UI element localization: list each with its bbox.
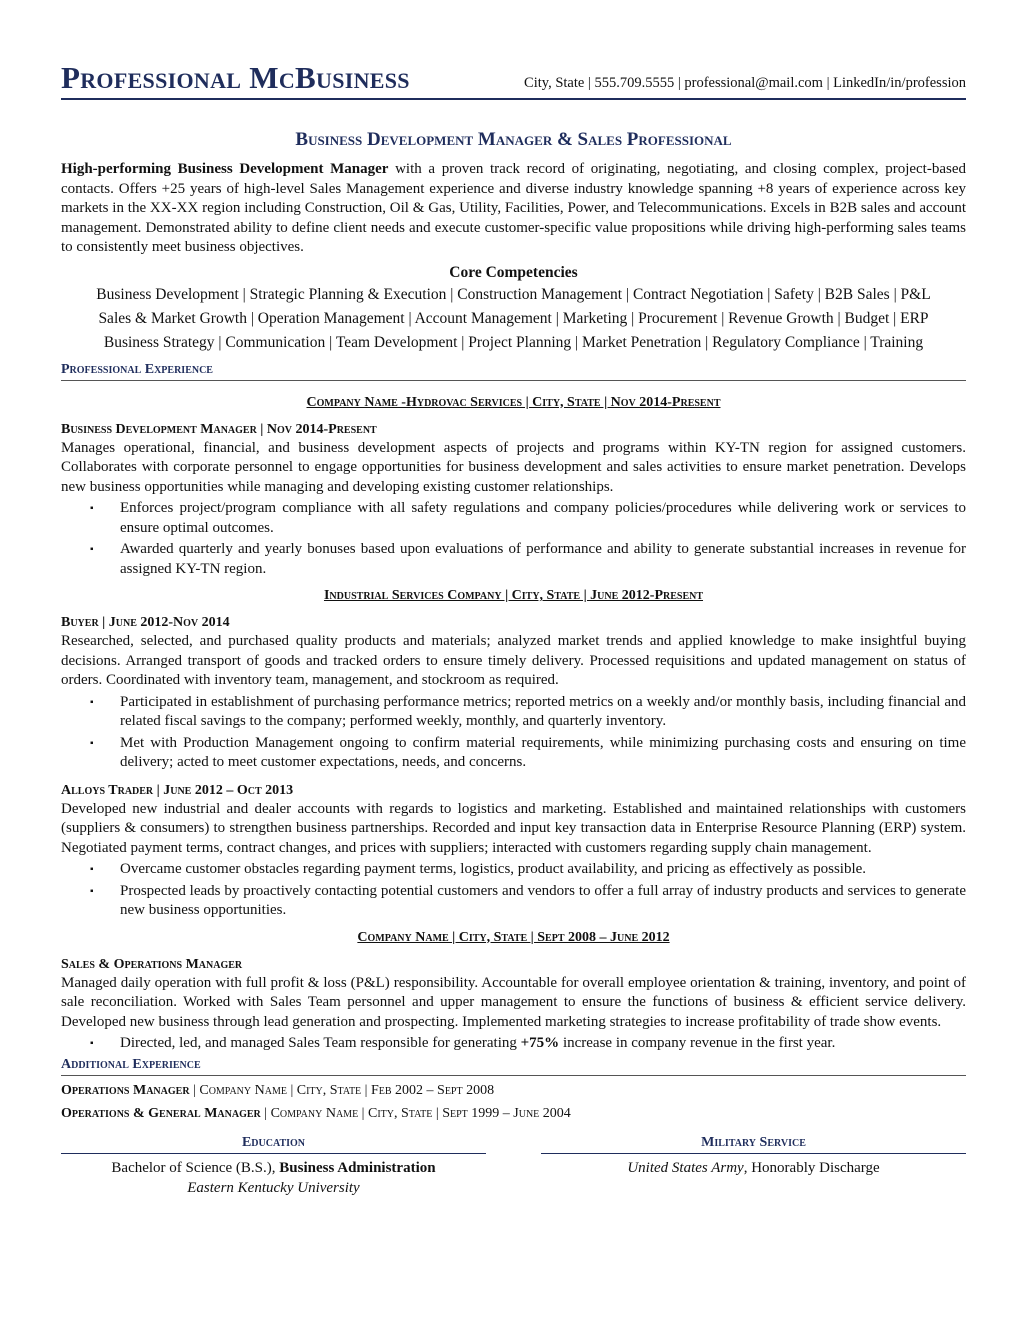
summary-lead: High-performing Business Development Manager bbox=[61, 161, 389, 177]
achievement-item bbox=[61, 860, 966, 880]
bullet-icon: ▪ bbox=[90, 864, 94, 875]
achievement-item bbox=[61, 882, 966, 921]
achievement-text: Enforces project/program compliance with all safety regulations and company policies/procedures while delivering work or services to ensure optimal outcomes. bbox=[120, 500, 966, 536]
achievement-list bbox=[61, 860, 966, 921]
bullet-icon: ▪ bbox=[90, 696, 94, 708]
school-name: Eastern Kentucky University bbox=[187, 1179, 360, 1196]
military-branch: United States Army bbox=[627, 1159, 744, 1176]
education-section bbox=[61, 1134, 486, 1198]
resume-headline: Business Development Manager & Sales Professional bbox=[295, 129, 732, 150]
achievement-text: Overcame customer obstacles regarding payment terms, logistics, product availability, and pricing as effectively as possible. bbox=[120, 861, 867, 877]
competency-row: Business Development | Strategic Planning & Execution | Construction Management | Contract Negotiation | Safety | B2B Sales | P&L bbox=[96, 285, 931, 303]
competency-row: Business Strategy | Communication | Team Development | Project Planning | Market Penetration | Regulatory Compliance | Training bbox=[103, 333, 924, 351]
role-title: Sales & Operations Manager bbox=[61, 956, 243, 972]
role-description: Managed daily operation with full profit & loss (P&L) responsibility. Accountable for overall employee orientation & training, inventory, and point of sale reconciliation. Worked with Sales Team personnel and upper management to ensure the functions of business & efficient service delivery. Developed new business through lead generation and prospecting. Implemented marketing strategies to increase profitability of trade show events. bbox=[61, 974, 966, 1030]
achievement-list bbox=[61, 499, 966, 579]
section-heading-education: Education bbox=[61, 1134, 486, 1154]
achievement-item bbox=[61, 693, 966, 732]
achievement-item bbox=[61, 499, 966, 538]
bullet-icon: ▪ bbox=[90, 737, 94, 749]
competency-row: Sales & Market Growth | Operation Management | Account Management | Marketing | Procurement | Revenue Growth | Budget | ERP bbox=[98, 309, 929, 327]
additional-role-title: Operations & General Manager bbox=[61, 1105, 261, 1121]
achievement-item bbox=[61, 1034, 966, 1054]
company-title: Company Name | City, State | Sept 2008 – June 2012 bbox=[357, 929, 670, 945]
military-discharge: , Honorably Discharge bbox=[743, 1159, 880, 1176]
bottom-columns bbox=[61, 1134, 966, 1198]
competencies-title: Core Competencies bbox=[449, 263, 578, 281]
achievement-text: Participated in establishment of purchasing performance metrics; reported metrics on a weekly and/or monthly basis, including financial and related fiscal savings to the company; performed weekly, monthly, and quarterly inventory. bbox=[120, 693, 966, 729]
degree-major: Business Administration bbox=[279, 1159, 436, 1176]
degree bbox=[61, 1158, 486, 1178]
section-heading-military: Military Service bbox=[541, 1134, 966, 1154]
candidate-name: Professional McBusiness bbox=[61, 60, 410, 95]
achievement-text: Awarded quarterly and yearly bonuses based upon evaluations of performance and ability to generate substantial increases in revenue for assigned KY-TN region. bbox=[120, 541, 966, 577]
military-section bbox=[541, 1134, 966, 1198]
competencies-list bbox=[61, 283, 966, 355]
achievement-item bbox=[61, 540, 966, 579]
professional-summary bbox=[61, 160, 966, 258]
role-title: Buyer | June 2012-Nov 2014 bbox=[61, 615, 230, 630]
role-title: Alloys Trader | June 2012 – Oct 2013 bbox=[61, 782, 294, 798]
role-description: Researched, selected, and purchased quality products and materials; analyzed market trends and applied knowledge to make insightful buying decisions. Arranged transport of goods and tracked orders to ensure timely delivery. Processed requisitions and updated management on status of orders. Coordinated with inventory team, management, and stockroom as required. bbox=[61, 633, 966, 688]
bullet-icon: ▪ bbox=[90, 544, 94, 555]
achievement-text: Prospected leads by proactively contacting potential customers and vendors to offer a full array of industry products and services to generate new business opportunities. bbox=[120, 882, 966, 918]
achievement-text: increase in company revenue in the first year. bbox=[559, 1035, 836, 1051]
resume-page bbox=[61, 58, 966, 1198]
additional-role bbox=[61, 1103, 966, 1124]
achievement-list bbox=[61, 693, 966, 773]
additional-role-details: | Company Name | City, State | Sept 1999 – June 2004 bbox=[260, 1105, 571, 1121]
bullet-icon: ▪ bbox=[90, 503, 94, 514]
military-detail bbox=[541, 1158, 966, 1178]
achievement-metric: +75% bbox=[520, 1035, 560, 1051]
additional-role-details: | Company Name | City, State | Feb 2002 – Sept 2008 bbox=[189, 1082, 495, 1098]
company-title: Industrial Services Company | City, State | June 2012-Present bbox=[323, 588, 704, 603]
additional-role-title: Operations Manager bbox=[61, 1082, 190, 1098]
bullet-icon: ▪ bbox=[90, 885, 94, 897]
summary-text: with a proven track record of originating, negotiating, and closing complex, project-based contacts. Offers +25 years of high-level Sales Management experience and diverse industry knowledge spanning +8 years of experience across key markets in the XX-XX region including Construction, Oil & Gas, Utility, Facilities, Power, and Telecommunications. Excels in B2B sales and account management. Demonstrated ability to define client needs and execute customer-specific value propositions while driving high-performing sales teams to consistently meet business objectives. bbox=[61, 161, 966, 255]
company-title: Company Name -Hydrovac Services | City, State | Nov 2014-Present bbox=[306, 394, 721, 410]
section-heading-additional: Additional Experience bbox=[61, 1056, 966, 1076]
role-title: Business Development Manager | Nov 2014-Present bbox=[61, 421, 377, 437]
role-description: Manages operational, financial, and business development aspects of projects and programs within KY-TN region for assigned customers. Collaborates with corporate personnel to engage opportunities for business development and sales activities to ensure market penetration. Develops new business opportunities while managing and developing existing customer relationships. bbox=[61, 439, 966, 495]
contact-info: City, State | 555.709.5555 | professional@mail.com | LinkedIn/in/profession bbox=[524, 75, 966, 91]
achievement-item bbox=[61, 734, 966, 773]
degree-type: Bachelor of Science (B.S.), bbox=[111, 1159, 280, 1176]
additional-role bbox=[61, 1080, 966, 1101]
achievement-text: Directed, led, and managed Sales Team responsible for generating bbox=[120, 1035, 521, 1051]
bullet-icon: ▪ bbox=[90, 1038, 94, 1049]
resume-header bbox=[61, 58, 966, 100]
role-description: Developed new industrial and dealer accounts with regards to logistics and marketing. Established and maintained relationships with customers (suppliers & consumers) to strengthen business partnerships. Recorded and input key transaction data in Enterprise Resource Planning (ERP) system. Negotiated payment terms, contract changes, and prices with suppliers; interacted with customers regarding supply chain management. bbox=[61, 800, 966, 856]
achievement-text: Met with Production Management ongoing to confirm material requirements, while minimizing purchasing costs and ensuring on time delivery; acted to meet customer expectations, needs, and concerns. bbox=[120, 734, 966, 770]
achievement-list bbox=[61, 1034, 966, 1054]
section-heading-experience: Professional Experience bbox=[61, 361, 966, 381]
